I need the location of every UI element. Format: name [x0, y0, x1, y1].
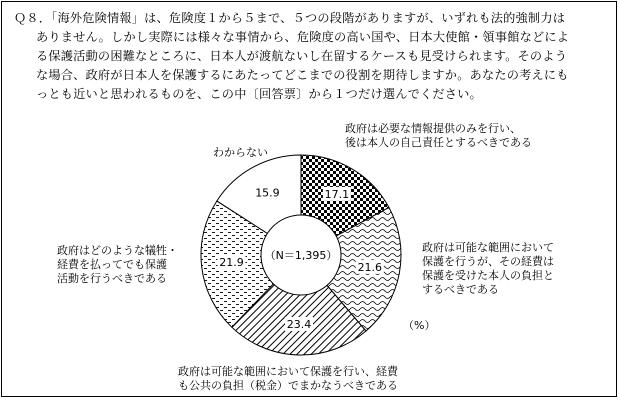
unit-label: （%） [403, 319, 436, 332]
question-line: Ｑ８．「海外危険情報」は、危険度１から５まで、５つの段階がありますが、いずれも法的強制力は [14, 11, 566, 25]
slice-category-label [345, 122, 532, 150]
slice-category-label [57, 244, 178, 286]
slice-category-line: 経費を払ってでも保護 [57, 258, 167, 271]
slice-value-label: 21.6 [357, 260, 383, 274]
question-line: な場合、政府が日本人を保護するにあたってどこまでの役割を期待しますか。あなたの考えにも [36, 68, 569, 82]
question-line: ありません。しかし実際には様々な事情から、危険度の高い国や、日本大使館・領事館などによ [36, 30, 570, 44]
slice-category-line: わからない [213, 146, 268, 159]
slice-category-label [213, 146, 268, 160]
slice-category-line: 政府はどのような犠牲・ [57, 244, 178, 257]
slice-category-line: も公共の負担（税金）でまかなうべきである [178, 379, 398, 392]
slice-category-line: 保護を行うが、その経費は [422, 255, 554, 268]
slice-category-label [422, 241, 554, 297]
sample-size-label: （N＝1,395） [264, 249, 338, 262]
question-line: る保護活動の困難なところに、日本人が渡航ないし在留するケースも見受けられます。そのよう [36, 49, 568, 63]
slice-value-label: 15.9 [255, 186, 280, 200]
slice-value-label: 21.9 [219, 256, 244, 270]
slice-category-line: するべきである [422, 283, 499, 296]
question-line: っとも近いと思われるものを、この中〔回答票〕から１つだけ選んでください。 [36, 87, 482, 101]
slice-value-label: 17.1 [324, 187, 350, 201]
slice-category-line: 政府は可能な範囲において保護を行い、経費 [178, 365, 398, 378]
slice-category-line: 後は本人の自己責任とするべきである [345, 136, 532, 149]
slice-category-line: 政府は必要な情報提供のみを行い、 [345, 122, 521, 135]
slice-category-line: 保護を受けた本人の負担と [422, 269, 554, 282]
slice-category-label [178, 365, 398, 393]
slice-category-line: 活動を行うべきである [57, 272, 167, 285]
slice-category-line: 政府は可能な範囲において [422, 241, 554, 254]
slice-value-label: 23.4 [286, 317, 312, 331]
